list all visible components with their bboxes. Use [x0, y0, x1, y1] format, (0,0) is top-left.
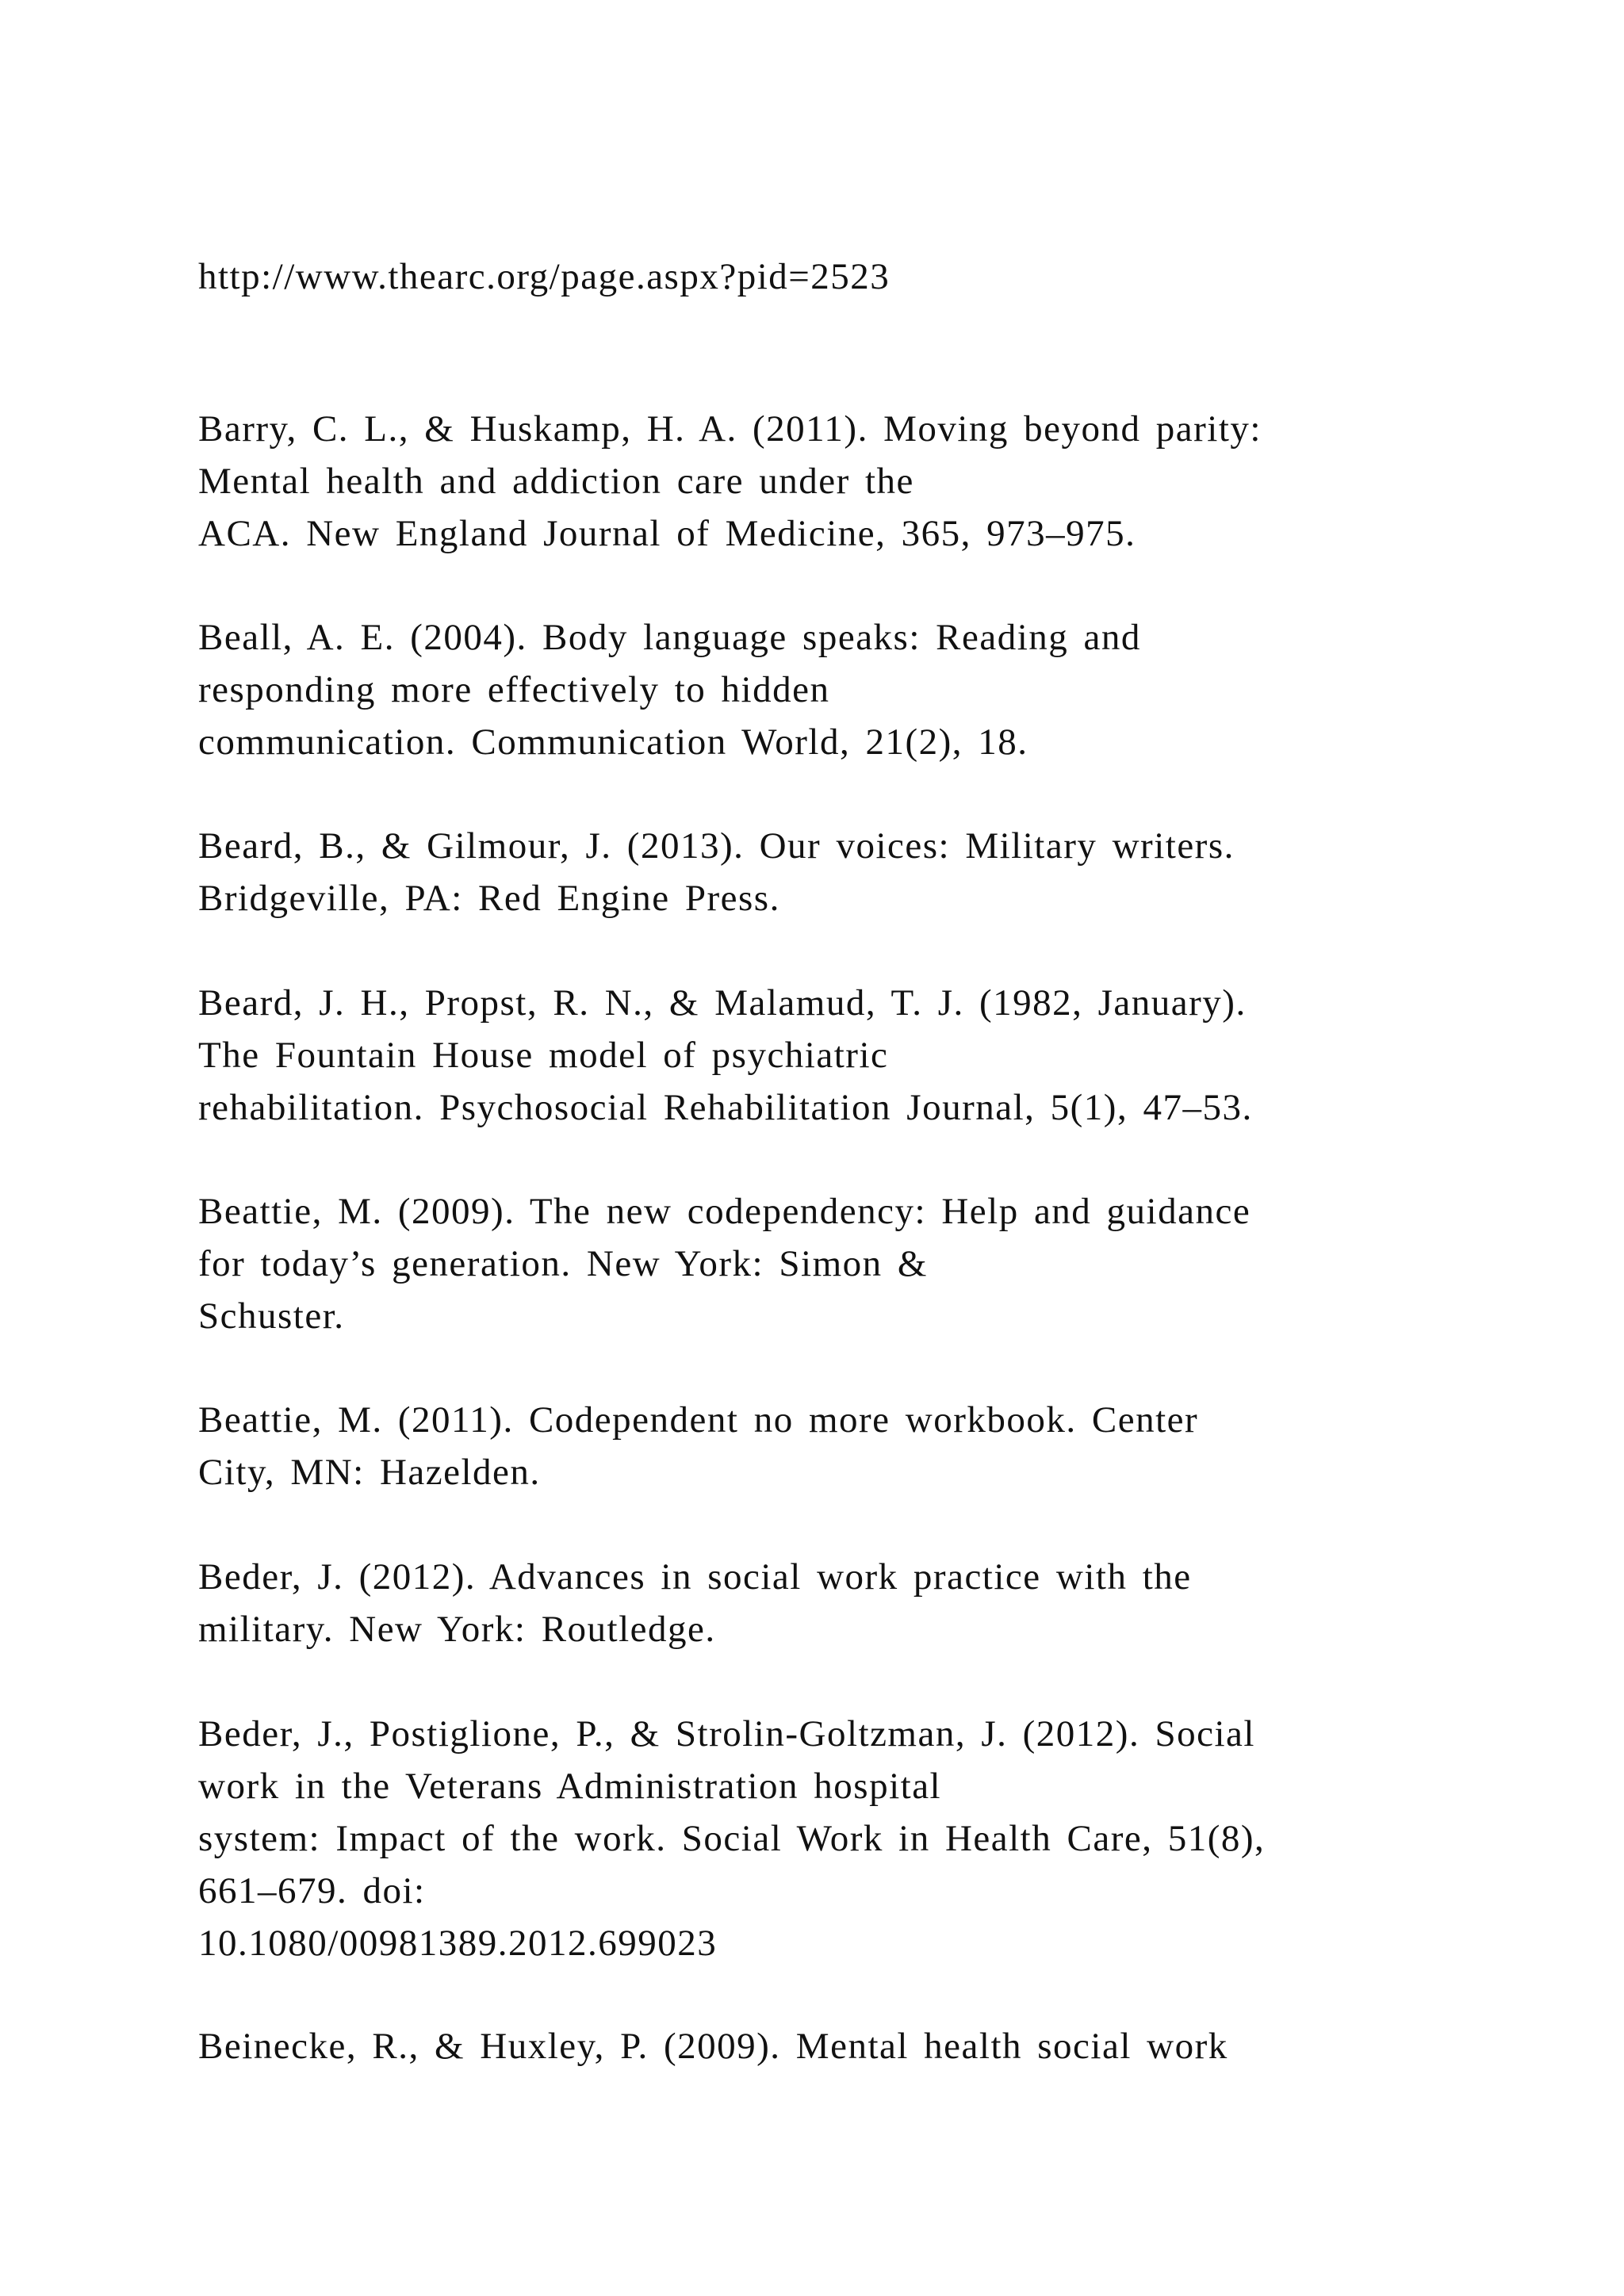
reference-entry-beattie-2011 [198, 1394, 1483, 1498]
reference-entry-barry-2011 [198, 403, 1483, 560]
reference-line: Beder, J. (2012). Advances in social work practice with the [198, 1556, 1192, 1598]
reference-entry-beinecke-2009 [198, 2020, 1483, 2072]
reference-line: work in the Veterans Administration hospital [198, 1766, 942, 1807]
reference-line: responding more effectively to hidden [198, 669, 830, 710]
reference-line: Beard, J. H., Propst, R. N., & Malamud, T. J. (1982, January). [198, 982, 1247, 1024]
reference-line: Beder, J., Postiglione, P., & Strolin-Goltzman, J. (2012). Social [198, 1713, 1255, 1755]
reference-line: Schuster. [198, 1295, 345, 1337]
reference-line: City, MN: Hazelden. [198, 1452, 541, 1493]
reference-line: Mental health and addiction care under the [198, 461, 914, 502]
reference-line: Bridgeville, PA: Red Engine Press. [198, 878, 780, 919]
reference-line: Beard, B., & Gilmour, J. (2013). Our voices: Military writers. [198, 825, 1235, 867]
url-text: http://www.thearc.org/page.aspx?pid=2523 [198, 256, 891, 297]
reference-entry-beall-2004 [198, 611, 1483, 768]
reference-line: Beinecke, R., & Huxley, P. (2009). Mental health social work [198, 2026, 1228, 2067]
reference-line: Beattie, M. (2009). The new codependency: Help and guidance [198, 1191, 1251, 1232]
reference-entry-beard-2013 [198, 820, 1483, 924]
reference-entry-beattie-2009 [198, 1185, 1483, 1342]
reference-line: rehabilitation. Psychosocial Rehabilitation Journal, 5(1), 47–53. [198, 1087, 1253, 1128]
reference-line: communication. Communication World, 21(2), 18. [198, 721, 1028, 763]
reference-line: 10.1080/00981389.2012.699023 [198, 1923, 718, 1964]
reference-line: Barry, C. L., & Huskamp, H. A. (2011). Moving beyond parity: [198, 408, 1262, 450]
reference-line: Beattie, M. (2011). Codependent no more workbook. Center [198, 1399, 1199, 1441]
reference-entry-beard-1982 [198, 977, 1483, 1134]
reference-line: The Fountain House model of psychiatric [198, 1035, 889, 1076]
url-line [198, 251, 1483, 303]
reference-line: 661–679. doi: [198, 1870, 426, 1911]
reference-line: ACA. New England Journal of Medicine, 365, 973–975. [198, 513, 1136, 554]
reference-entry-beder-2012b [198, 1708, 1483, 1969]
reference-line: military. New York: Routledge. [198, 1609, 716, 1650]
reference-line: system: Impact of the work. Social Work in Health Care, 51(8), [198, 1818, 1266, 1859]
reference-line: Beall, A. E. (2004). Body language speaks: Reading and [198, 617, 1141, 658]
reference-entry-beder-2012a [198, 1551, 1483, 1655]
reference-line: for today’s generation. New York: Simon & [198, 1243, 928, 1284]
